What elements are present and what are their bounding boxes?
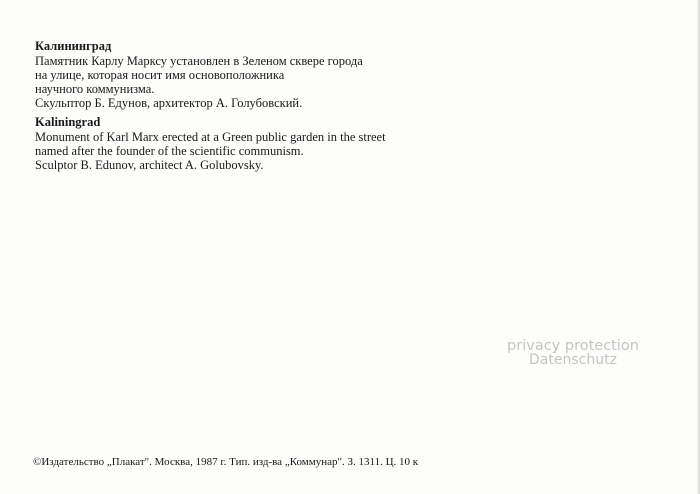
privacy-watermark	[498, 339, 648, 367]
watermark-line-1: privacy protection	[507, 338, 639, 354]
russian-line-3: научного коммунизма.	[35, 82, 155, 96]
english-caption	[35, 115, 386, 172]
publisher-imprint: ©Издательство „Плакат". Москва, 1987 г. Тип. изд-ва „Коммунар". З. 1311. Ц. 10 к	[33, 456, 419, 468]
russian-heading: Калининград	[35, 39, 112, 53]
russian-caption	[35, 39, 363, 110]
english-line-1: Monument of Karl Marx erected at a Green public garden in the street	[35, 130, 386, 144]
russian-line-4: Скульптор Б. Едунов, архитектор А. Голубовский.	[35, 96, 303, 110]
english-line-2: named after the founder of the scientific communism.	[35, 144, 304, 158]
english-line-3: Sculptor B. Edunov, architect A. Golubovsky.	[35, 158, 264, 172]
russian-line-1: Памятник Карлу Марксу установлен в Зеленом сквере города	[35, 54, 363, 68]
english-heading: Kaliningrad	[35, 115, 101, 129]
watermark-line-2: Datenschutz	[529, 352, 617, 368]
russian-line-2: на улице, которая носит имя основоположника	[35, 68, 285, 82]
